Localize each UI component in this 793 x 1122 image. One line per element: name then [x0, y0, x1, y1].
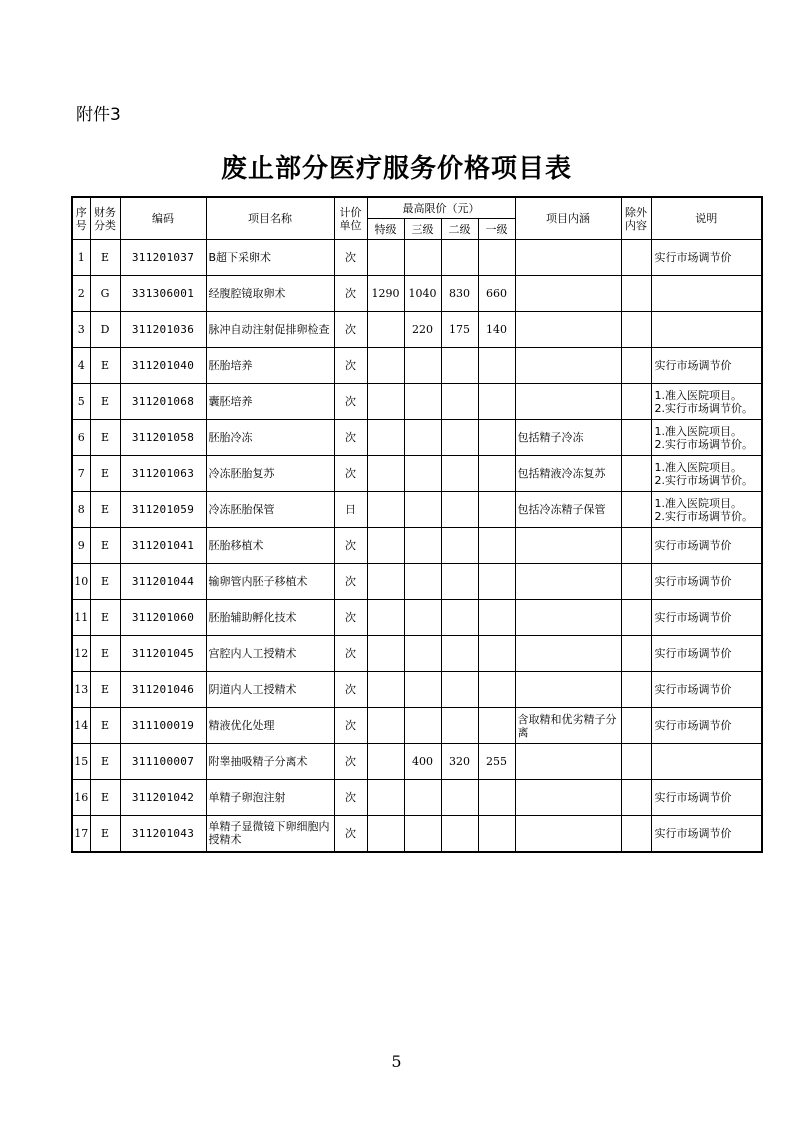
row-exclusion: [621, 708, 651, 744]
row-price-special: [367, 744, 404, 780]
row-exclusion: [621, 780, 651, 816]
table-row: [72, 348, 762, 384]
row-item-name: 单精子显微镜下卵细胞内授精术: [206, 816, 334, 852]
row-notes: 实行市场调节价: [651, 600, 762, 636]
row-finance-category: D: [90, 312, 120, 348]
row-item-name: B超下采卵术: [206, 240, 334, 276]
header-max-price: 最高限价（元）: [367, 197, 515, 219]
row-unit: 次: [334, 420, 367, 456]
row-price-level3: [404, 600, 441, 636]
row-item-name: 胚胎移植术: [206, 528, 334, 564]
row-notes: 实行市场调节价: [651, 240, 762, 276]
row-price-special: [367, 420, 404, 456]
row-price-level3: [404, 456, 441, 492]
row-unit: 次: [334, 708, 367, 744]
row-price-level2: 830: [441, 276, 478, 312]
price-table: [71, 196, 763, 853]
row-price-level3: [404, 528, 441, 564]
row-price-level3: 1040: [404, 276, 441, 312]
row-price-level3: [404, 636, 441, 672]
row-price-level2: 320: [441, 744, 478, 780]
row-item-name: 胚胎辅助孵化技术: [206, 600, 334, 636]
row-content: 包括精子冷冻: [515, 420, 621, 456]
row-code: 311201059: [120, 492, 206, 528]
row-code: 331306001: [120, 276, 206, 312]
row-price-level2: [441, 420, 478, 456]
row-finance-category: E: [90, 492, 120, 528]
row-code: 311201044: [120, 564, 206, 600]
row-price-level1: [478, 564, 515, 600]
row-content: 含取精和优劣精子分离: [515, 708, 621, 744]
table-row: [72, 456, 762, 492]
table-row: [72, 708, 762, 744]
row-finance-category: E: [90, 780, 120, 816]
row-finance-category: E: [90, 744, 120, 780]
table-row: [72, 564, 762, 600]
row-price-level1: [478, 672, 515, 708]
row-item-name: 输卵管内胚子移植术: [206, 564, 334, 600]
row-price-level3: 400: [404, 744, 441, 780]
row-seq: 14: [72, 708, 90, 744]
row-finance-category: G: [90, 276, 120, 312]
row-price-level1: 660: [478, 276, 515, 312]
row-unit: 次: [334, 564, 367, 600]
row-exclusion: [621, 240, 651, 276]
row-finance-category: E: [90, 420, 120, 456]
row-content: [515, 312, 621, 348]
row-price-level1: [478, 240, 515, 276]
row-price-level1: [478, 456, 515, 492]
attachment-label: 附件3: [76, 105, 121, 125]
row-item-name: 单精子卵泡注射: [206, 780, 334, 816]
table-row: [72, 816, 762, 852]
row-notes: 实行市场调节价: [651, 348, 762, 384]
row-exclusion: [621, 564, 651, 600]
row-item-name: 囊胚培养: [206, 384, 334, 420]
page-title: 废止部分医疗服务价格项目表: [220, 154, 572, 184]
row-unit: 次: [334, 276, 367, 312]
row-finance-category: E: [90, 600, 120, 636]
row-content: [515, 276, 621, 312]
row-exclusion: [621, 456, 651, 492]
table-row: [72, 312, 762, 348]
row-price-level2: [441, 456, 478, 492]
row-finance-category: E: [90, 564, 120, 600]
row-price-special: [367, 492, 404, 528]
row-code: 311201037: [120, 240, 206, 276]
row-finance-category: E: [90, 384, 120, 420]
row-price-level2: [441, 636, 478, 672]
row-unit: 日: [334, 492, 367, 528]
row-price-special: [367, 240, 404, 276]
row-code: 311201045: [120, 636, 206, 672]
row-seq: 5: [72, 384, 90, 420]
table-row: [72, 492, 762, 528]
row-code: 311201042: [120, 780, 206, 816]
row-unit: 次: [334, 780, 367, 816]
table-row: [72, 528, 762, 564]
row-seq: 7: [72, 456, 90, 492]
row-seq: 11: [72, 600, 90, 636]
row-price-special: 1290: [367, 276, 404, 312]
row-notes: 实行市场调节价: [651, 636, 762, 672]
row-notes: 实行市场调节价: [651, 708, 762, 744]
row-price-special: [367, 780, 404, 816]
row-content: 包括精液冷冻复苏: [515, 456, 621, 492]
row-price-level1: [478, 384, 515, 420]
row-notes: 1.准入医院项目。 2.实行市场调节价。: [651, 420, 762, 456]
header-special: 特级: [367, 219, 404, 240]
row-price-level3: [404, 240, 441, 276]
row-notes: 1.准入医院项目。 2.实行市场调节价。: [651, 492, 762, 528]
row-exclusion: [621, 348, 651, 384]
row-price-level3: 220: [404, 312, 441, 348]
row-price-level3: [404, 780, 441, 816]
table-row: [72, 276, 762, 312]
row-price-special: [367, 708, 404, 744]
row-code: 311201046: [120, 672, 206, 708]
row-price-special: [367, 600, 404, 636]
row-price-level1: 140: [478, 312, 515, 348]
row-price-level1: [478, 816, 515, 852]
row-unit: 次: [334, 816, 367, 852]
table-row: [72, 420, 762, 456]
row-item-name: 经腹腔镜取卵术: [206, 276, 334, 312]
row-notes: [651, 744, 762, 780]
header-exclusion: 除外内容: [621, 197, 651, 240]
row-finance-category: E: [90, 240, 120, 276]
row-code: 311100019: [120, 708, 206, 744]
row-exclusion: [621, 672, 651, 708]
row-item-name: 阴道内人工授精术: [206, 672, 334, 708]
row-price-level2: [441, 564, 478, 600]
row-code: 311201040: [120, 348, 206, 384]
header-code: 编码: [120, 197, 206, 240]
row-price-special: [367, 816, 404, 852]
row-exclusion: [621, 420, 651, 456]
row-finance-category: E: [90, 708, 120, 744]
row-content: [515, 816, 621, 852]
table-row: [72, 240, 762, 276]
row-exclusion: [621, 816, 651, 852]
row-exclusion: [621, 492, 651, 528]
header-notes: 说明: [651, 197, 762, 240]
row-unit: 次: [334, 528, 367, 564]
header-content: 项目内涵: [515, 197, 621, 240]
row-price-special: [367, 672, 404, 708]
row-unit: 次: [334, 384, 367, 420]
row-item-name: 胚胎冷冻: [206, 420, 334, 456]
row-item-name: 精液优化处理: [206, 708, 334, 744]
row-price-level3: [404, 816, 441, 852]
row-price-special: [367, 384, 404, 420]
row-finance-category: E: [90, 528, 120, 564]
row-price-level1: [478, 420, 515, 456]
row-price-level1: [478, 708, 515, 744]
row-price-level2: [441, 672, 478, 708]
row-price-special: [367, 636, 404, 672]
row-exclusion: [621, 600, 651, 636]
row-price-level2: [441, 708, 478, 744]
row-notes: [651, 312, 762, 348]
row-seq: 13: [72, 672, 90, 708]
row-price-level1: [478, 780, 515, 816]
row-notes: 1.准入医院项目。 2.实行市场调节价。: [651, 384, 762, 420]
row-seq: 17: [72, 816, 90, 852]
row-notes: [651, 276, 762, 312]
row-item-name: 胚胎培养: [206, 348, 334, 384]
row-price-special: [367, 564, 404, 600]
row-seq: 10: [72, 564, 90, 600]
row-exclusion: [621, 528, 651, 564]
row-content: [515, 600, 621, 636]
row-content: [515, 564, 621, 600]
page-number: 5: [391, 1052, 402, 1071]
row-code: 311201036: [120, 312, 206, 348]
row-code: 311201068: [120, 384, 206, 420]
row-notes: 1.准入医院项目。 2.实行市场调节价。: [651, 456, 762, 492]
row-price-level2: [441, 528, 478, 564]
row-price-level1: [478, 492, 515, 528]
row-price-level3: [404, 492, 441, 528]
row-unit: 次: [334, 456, 367, 492]
row-exclusion: [621, 636, 651, 672]
row-unit: 次: [334, 744, 367, 780]
row-content: [515, 240, 621, 276]
row-price-level2: [441, 384, 478, 420]
row-seq: 6: [72, 420, 90, 456]
row-price-level2: [441, 600, 478, 636]
row-code: 311201063: [120, 456, 206, 492]
row-price-level2: [441, 816, 478, 852]
table-row: [72, 600, 762, 636]
header-name: 项目名称: [206, 197, 334, 240]
row-seq: 2: [72, 276, 90, 312]
row-unit: 次: [334, 600, 367, 636]
row-item-name: 冷冻胚胎复苏: [206, 456, 334, 492]
row-item-name: 冷冻胚胎保管: [206, 492, 334, 528]
table-row: [72, 384, 762, 420]
row-exclusion: [621, 276, 651, 312]
row-price-level2: [441, 780, 478, 816]
row-item-name: 脉冲自动注射促排卵检查: [206, 312, 334, 348]
row-content: [515, 384, 621, 420]
row-exclusion: [621, 384, 651, 420]
row-price-level2: [441, 240, 478, 276]
row-exclusion: [621, 744, 651, 780]
row-content: [515, 636, 621, 672]
row-code: 311100007: [120, 744, 206, 780]
row-seq: 8: [72, 492, 90, 528]
row-item-name: 宫腔内人工授精术: [206, 636, 334, 672]
row-seq: 9: [72, 528, 90, 564]
row-unit: 次: [334, 312, 367, 348]
row-price-special: [367, 348, 404, 384]
header-level2: 二级: [441, 219, 478, 240]
row-price-level3: [404, 384, 441, 420]
row-finance-category: E: [90, 672, 120, 708]
row-notes: 实行市场调节价: [651, 816, 762, 852]
table-row: [72, 636, 762, 672]
row-content: 包括冷冻精子保管: [515, 492, 621, 528]
row-price-level1: 255: [478, 744, 515, 780]
row-notes: 实行市场调节价: [651, 672, 762, 708]
header-level1: 一级: [478, 219, 515, 240]
row-item-name: 附睾抽吸精子分离术: [206, 744, 334, 780]
row-code: 311201043: [120, 816, 206, 852]
row-unit: 次: [334, 636, 367, 672]
row-code: 311201058: [120, 420, 206, 456]
row-code: 311201041: [120, 528, 206, 564]
row-code: 311201060: [120, 600, 206, 636]
row-notes: 实行市场调节价: [651, 780, 762, 816]
row-finance-category: E: [90, 816, 120, 852]
row-price-level1: [478, 528, 515, 564]
header-unit: 计价单位: [334, 197, 367, 240]
row-price-level2: 175: [441, 312, 478, 348]
header-finance: 财务分类: [90, 197, 120, 240]
row-finance-category: E: [90, 456, 120, 492]
row-unit: 次: [334, 240, 367, 276]
row-content: [515, 672, 621, 708]
row-price-level3: [404, 564, 441, 600]
row-seq: 15: [72, 744, 90, 780]
row-seq: 12: [72, 636, 90, 672]
row-content: [515, 348, 621, 384]
table-row: [72, 780, 762, 816]
row-price-level3: [404, 420, 441, 456]
row-price-level3: [404, 348, 441, 384]
row-content: [515, 780, 621, 816]
row-price-level3: [404, 708, 441, 744]
row-price-level1: [478, 636, 515, 672]
row-seq: 16: [72, 780, 90, 816]
row-price-special: [367, 456, 404, 492]
row-price-special: [367, 312, 404, 348]
header-level3: 三级: [404, 219, 441, 240]
header-seq: 序号: [72, 197, 90, 240]
row-price-level2: [441, 492, 478, 528]
row-finance-category: E: [90, 348, 120, 384]
row-seq: 1: [72, 240, 90, 276]
row-price-special: [367, 528, 404, 564]
row-price-level1: [478, 348, 515, 384]
row-unit: 次: [334, 348, 367, 384]
row-price-level3: [404, 672, 441, 708]
row-finance-category: E: [90, 636, 120, 672]
row-seq: 3: [72, 312, 90, 348]
table-row: [72, 672, 762, 708]
row-content: [515, 744, 621, 780]
row-notes: 实行市场调节价: [651, 528, 762, 564]
row-price-level1: [478, 600, 515, 636]
row-unit: 次: [334, 672, 367, 708]
row-notes: 实行市场调节价: [651, 564, 762, 600]
row-content: [515, 528, 621, 564]
row-price-level2: [441, 348, 478, 384]
row-seq: 4: [72, 348, 90, 384]
row-exclusion: [621, 312, 651, 348]
table-row: [72, 744, 762, 780]
